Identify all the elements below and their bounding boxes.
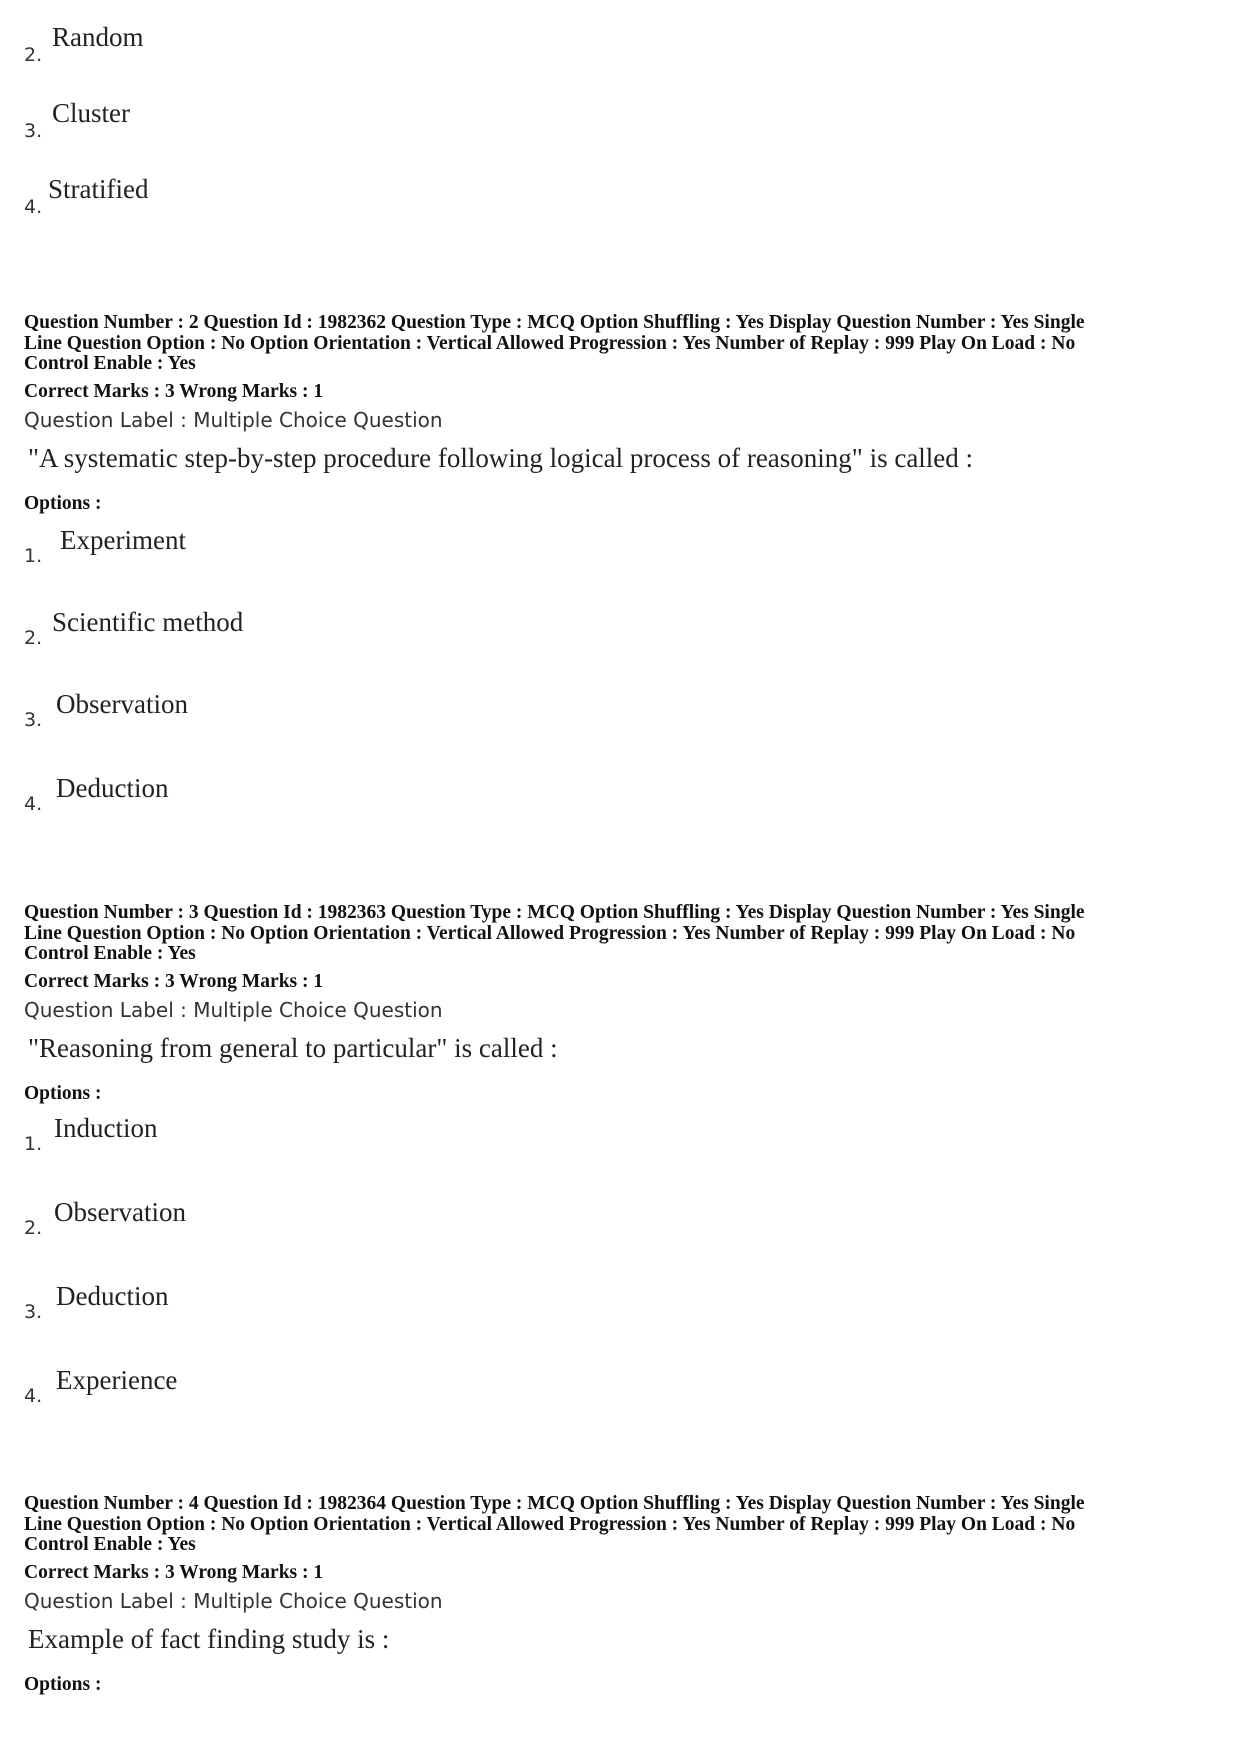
option-number: 2. [24,1216,43,1239]
option-item [24,685,1216,769]
option-item [24,1193,1216,1277]
question-meta-line: Control Enable : Yes [24,943,196,964]
option-text: Stratified [48,174,149,204]
option-text: Deduction [56,772,169,803]
question-meta-line: Control Enable : Yes [24,353,196,374]
option-text: Induction [54,1112,158,1143]
option-text: Scientific method [52,606,244,637]
option-number: 4. [24,196,43,218]
options-heading: Options : [24,492,102,514]
option-item [24,1277,1216,1361]
question-meta-line: Line Question Option : No Option Orientation : Vertical Allowed Progression : Yes Number of Replay : 999 Play On Load : No [24,332,1076,354]
option-item [24,1361,1216,1437]
options-list [24,521,1216,845]
marks-line: Correct Marks : 3 Wrong Marks : 1 [24,970,324,992]
question-label: Question Label : Multiple Choice Question [24,407,443,432]
prev-question-options [24,22,1216,250]
option-item [24,1109,1216,1193]
question-block [24,1494,1216,1696]
question-meta-line: Question Number : 3 Question Id : 1982363 Question Type : MCQ Option Shuffling : Yes Display Question Number : Yes Single [24,902,1085,923]
question-meta-line: Control Enable : Yes [24,1534,196,1555]
question-text: "A systematic step-by-step procedure following logical process of reasoning" is called : [28,442,974,473]
options-list [24,1109,1216,1437]
question-label: Question Label : Multiple Choice Question [24,1588,443,1613]
option-number: 1. [24,544,43,567]
marks-line: Correct Marks : 3 Wrong Marks : 1 [24,1561,324,1583]
option-number: 4. [24,1384,43,1407]
option-number: 2. [24,44,43,66]
question-meta-line: Question Number : 4 Question Id : 1982364 Question Type : MCQ Option Shuffling : Yes Display Question Number : Yes Single [24,1493,1085,1514]
question-text: "Reasoning from general to particular" is called : [28,1032,558,1063]
option-item [24,769,1216,845]
option-item [24,521,1216,603]
question-meta-line: Line Question Option : No Option Orientation : Vertical Allowed Progression : Yes Number of Replay : 999 Play On Load : No [24,1513,1076,1535]
option-text: Random [52,22,144,52]
option-text: Observation [56,688,188,719]
option-text: Experiment [60,524,186,555]
option-item [24,603,1216,685]
question-meta-line: Line Question Option : No Option Orientation : Vertical Allowed Progression : Yes Number of Replay : 999 Play On Load : No [24,922,1076,944]
option-item [24,174,1216,250]
option-item [24,98,1216,174]
option-number: 3. [24,120,43,142]
question-block [24,903,1216,1437]
option-number: 2. [24,626,43,649]
question-label: Question Label : Multiple Choice Question [24,997,443,1022]
option-number: 1. [24,1132,43,1155]
marks-line: Correct Marks : 3 Wrong Marks : 1 [24,380,324,402]
question-text: Example of fact finding study is : [28,1623,390,1654]
options-heading: Options : [24,1673,102,1695]
option-text: Deduction [56,1280,169,1311]
options-heading: Options : [24,1082,102,1104]
option-number: 3. [24,708,43,731]
question-block [24,313,1216,845]
question-meta-line: Question Number : 2 Question Id : 1982362 Question Type : MCQ Option Shuffling : Yes Display Question Number : Yes Single [24,312,1085,333]
option-text: Cluster [52,98,130,128]
option-text: Experience [56,1364,178,1395]
option-number: 4. [24,792,43,815]
option-item [24,22,1216,98]
option-text: Observation [54,1196,186,1227]
option-number: 3. [24,1300,43,1323]
